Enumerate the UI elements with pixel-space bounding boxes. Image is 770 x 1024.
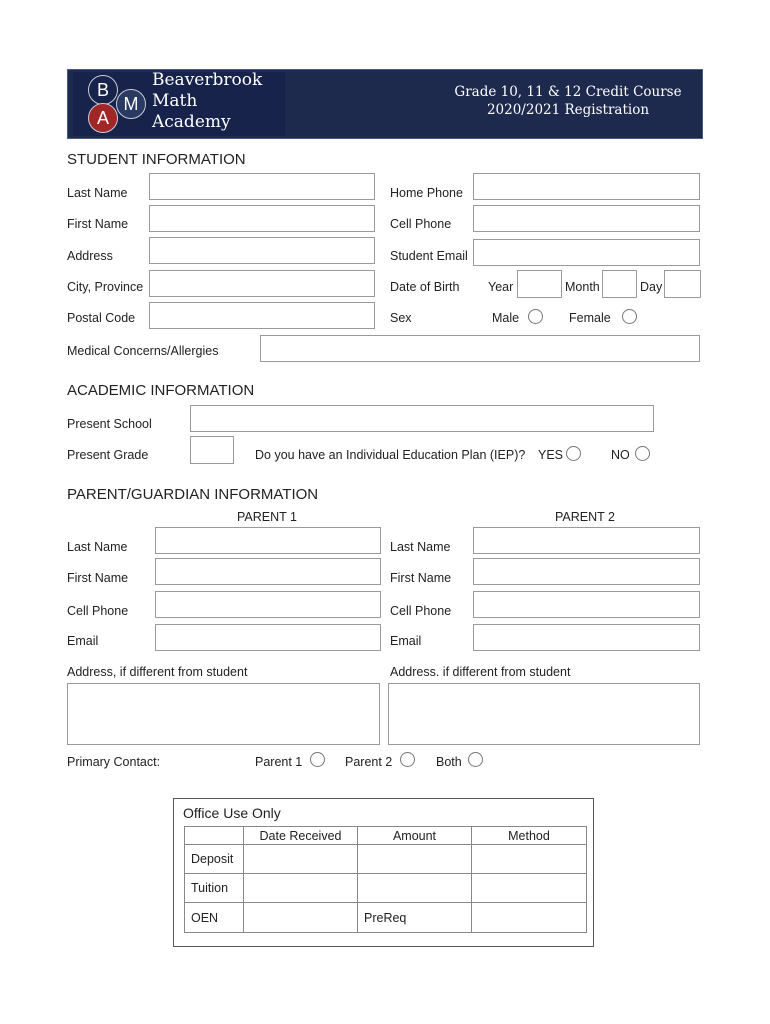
dob-year-label: Year [488,280,514,294]
primary-contact-label: Primary Contact: [67,755,161,769]
logo [73,72,285,136]
male-label: Male [492,311,520,325]
parent1-first-name-label: First Name [67,571,129,585]
parent2-cell-field[interactable] [473,591,700,618]
parent1-cell-label: Cell Phone [67,604,129,618]
office-cell[interactable] [244,845,358,874]
parent2-first-name-field[interactable] [473,558,700,585]
female-radio[interactable] [622,309,637,324]
student-email-label: Student Email [390,249,468,263]
parent2-title: PARENT 2 [555,510,615,524]
parent2-first-name-label: First Name [390,571,452,585]
primary-parent1-label: Parent 1 [255,755,303,769]
parent2-last-name-field[interactable] [473,527,700,554]
parent1-title: PARENT 1 [237,510,297,524]
office-use-table [184,826,587,933]
primary-both-radio[interactable] [468,752,483,767]
sex-label: Sex [390,311,412,325]
logo-letter-b: B [88,75,118,105]
academic-section-heading: ACADEMIC INFORMATION [67,382,255,399]
student-email-field[interactable] [473,239,700,266]
student-last-name-label: Last Name [67,186,128,200]
form-subtitle: 2020/2021 Registration [486,102,650,118]
parent2-address-label: Address. if different from student [390,665,571,679]
home-phone-field[interactable] [473,173,700,200]
dob-year-field[interactable] [517,270,562,298]
home-phone-label: Home Phone [390,186,463,200]
office-corner-cell [185,827,244,845]
parent1-cell-field[interactable] [155,591,381,618]
cell-phone-label: Cell Phone [390,217,452,231]
office-cell[interactable] [244,874,358,903]
dob-day-field[interactable] [664,270,701,298]
student-last-name-field[interactable] [149,173,375,200]
male-radio[interactable] [528,309,543,324]
parent2-last-name-label: Last Name [390,540,451,554]
parent2-address-field[interactable] [388,683,700,745]
iep-yes-label: YES [538,448,564,462]
brand-line-3: Academy [152,112,231,132]
dob-month-label: Month [565,280,600,294]
parent1-last-name-label: Last Name [67,540,128,554]
parent1-email-label: Email [67,634,99,648]
parent2-cell-label: Cell Phone [390,604,452,618]
office-col-amount: Amount [358,827,472,845]
primary-both-label: Both [436,755,462,769]
medical-label: Medical Concerns/Allergies [67,344,219,358]
present-grade-label: Present Grade [67,448,149,462]
student-first-name-label: First Name [67,217,129,231]
office-cell[interactable] [358,874,472,903]
student-section-heading: STUDENT INFORMATION [67,151,246,168]
office-row-deposit: Deposit [185,845,244,874]
office-cell[interactable] [358,845,472,874]
female-label: Female [569,311,611,325]
parent1-address-field[interactable] [67,683,380,745]
iep-no-radio[interactable] [635,446,650,461]
parent2-email-label: Email [390,634,422,648]
present-grade-field[interactable] [190,436,234,464]
office-row-tuition: Tuition [185,874,244,903]
city-province-field[interactable] [149,270,375,297]
office-cell[interactable] [472,845,587,874]
iep-question: Do you have an Individual Education Plan (IEP)? [255,448,526,462]
office-use-title: Office Use Only [183,805,281,821]
dob-month-field[interactable] [602,270,637,298]
logo-letter-a: A [88,103,118,133]
office-cell[interactable] [472,903,587,933]
primary-parent1-radio[interactable] [310,752,325,767]
address-label: Address [67,249,113,263]
office-cell[interactable] [244,903,358,933]
postal-code-label: Postal Code [67,311,136,325]
office-col-method: Method [472,827,587,845]
office-cell[interactable] [472,874,587,903]
student-first-name-field[interactable] [149,205,375,232]
cell-phone-field[interactable] [473,205,700,232]
dob-label: Date of Birth [390,280,460,294]
iep-no-label: NO [611,448,630,462]
parent2-email-field[interactable] [473,624,700,651]
parent1-last-name-field[interactable] [155,527,381,554]
primary-parent2-label: Parent 2 [345,755,393,769]
brand-line-1: Beaverbrook [152,70,263,90]
dob-day-label: Day [640,280,663,294]
postal-code-field[interactable] [149,302,375,329]
city-province-label: City, Province [67,280,144,294]
brand-line-2: Math [152,91,198,111]
parent1-first-name-field[interactable] [155,558,381,585]
address-field[interactable] [149,237,375,264]
office-row-oen: OEN [185,903,244,933]
present-school-field[interactable] [190,405,654,432]
office-prereq: PreReq [358,903,472,933]
iep-yes-radio[interactable] [566,446,581,461]
parent1-email-field[interactable] [155,624,381,651]
form-title: Grade 10, 11 & 12 Credit Course [454,84,682,100]
parent-section-heading: PARENT/GUARDIAN INFORMATION [67,486,319,503]
present-school-label: Present School [67,417,152,431]
primary-parent2-radio[interactable] [400,752,415,767]
office-col-date: Date Received [244,827,358,845]
logo-letter-m: M [116,89,146,119]
parent1-address-label: Address, if different from student [67,665,248,679]
medical-field[interactable] [260,335,700,362]
